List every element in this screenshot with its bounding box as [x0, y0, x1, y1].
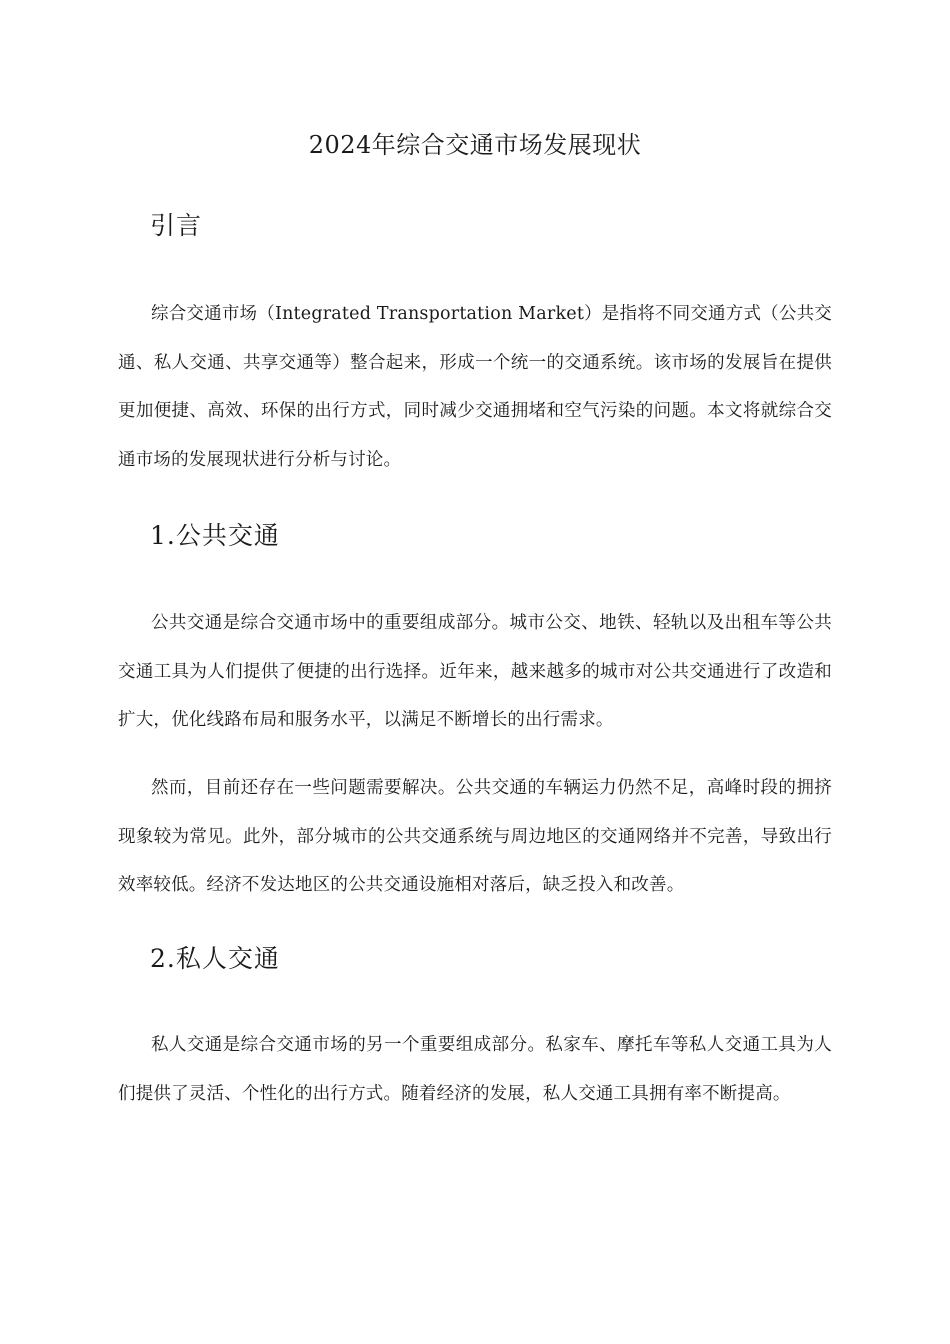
section-heading-private-transport: 2.私人交通 — [150, 944, 280, 973]
section-heading-intro: 引言 — [150, 211, 203, 240]
paragraph-intro: 综合交通市场（Integrated Transportation Market）是指将不同交通方式（公共交通、私人交通、共享交通等）整合起来，形成一个统一的交通系统。该市场的发展旨在提供更加便捷、高效、环保的出行方式，同时减少交通拥堵和空气污染的问题。本文将就综合交通市场的发展现状进行分析与讨论。 — [118, 304, 832, 470]
paragraph-public-transport-1: 公共交通是综合交通市场中的重要组成部分。城市公交、地铁、轻轨以及出租车等公共交通工具为人们提供了便捷的出行选择。近年来，越来越多的城市对公共交通进行了改造和扩大，优化线路布局和服务水平，以满足不断增长的出行需求。 — [118, 613, 832, 730]
document-title: 2024年综合交通市场发展现状 — [308, 131, 642, 159]
paragraph-private-transport-1: 私人交通是综合交通市场的另一个重要组成部分。私家车、摩托车等私人交通工具为人们提供了灵活、个性化的出行方式。随着经济的发展，私人交通工具拥有率不断提高。 — [118, 1035, 832, 1104]
paragraph-public-transport-2: 然而，目前还存在一些问题需要解决。公共交通的车辆运力仍然不足，高峰时段的拥挤现象较为常见。此外，部分城市的公共交通系统与周边地区的交通网络并不完善，导致出行效率较低。经济不发达地区的公共交通设施相对落后，缺乏投入和改善。 — [118, 778, 832, 895]
section-heading-public-transport: 1.公共交通 — [150, 521, 280, 550]
